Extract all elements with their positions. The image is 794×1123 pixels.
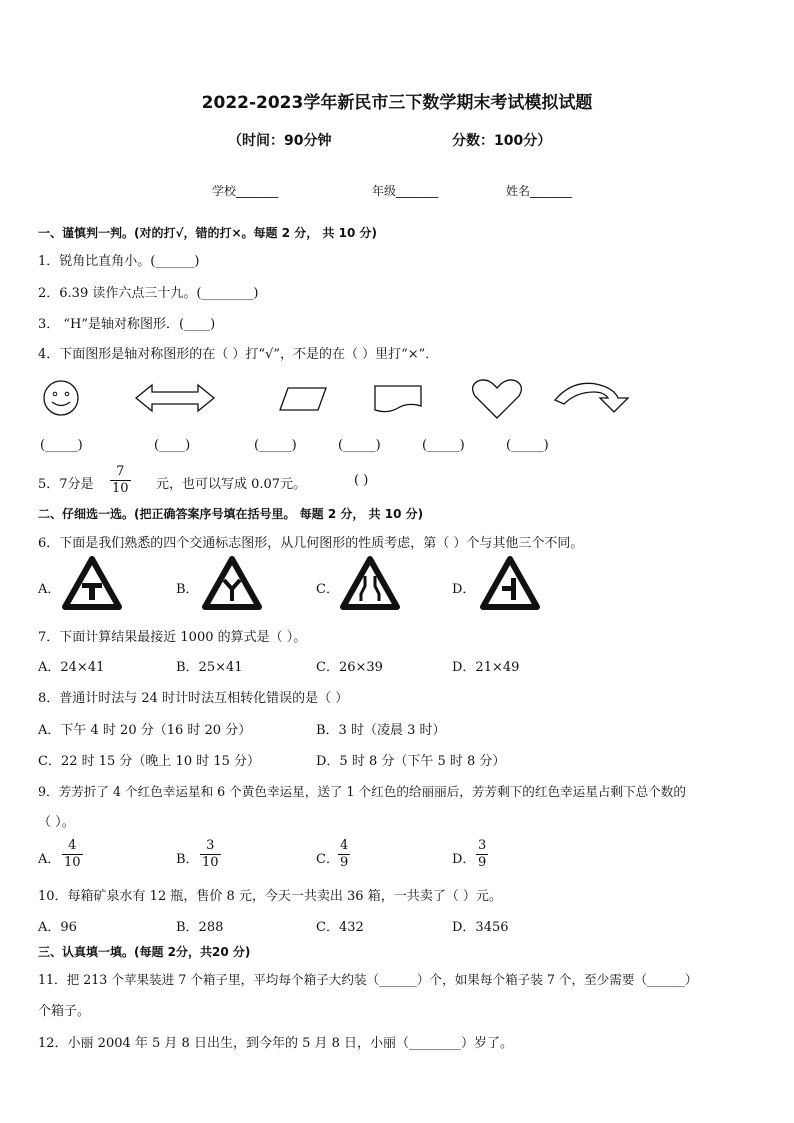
question-1: 1．锐角比直角小。(______) [38,254,200,269]
q4-blank-3[interactable]: (_____) [254,438,297,453]
question-3: 3． “H”是轴对称图形．(____) [38,317,216,332]
q9-option-d-fraction [476,838,488,871]
q6-option-a[interactable]: A． [38,582,61,597]
question-11-line-1: 11．把 213 个苹果装进 7 个箱子里，平均每个箱子大约装（______）个，如果每个箱子装 7 个，至少需要（______） [38,972,698,987]
heart-icon [470,378,524,420]
q9-option-c[interactable]: C． [316,852,339,867]
fraction-denominator: 10 [112,481,129,496]
q4-blank-5[interactable]: (_____) [422,438,465,453]
traffic-sign-y-junction-icon [202,556,262,610]
grade-field: 年级_______ [372,184,439,198]
question-12: 12．小丽 2004 年 5 月 8 日出生，到今年的 5 月 8 日，小丽（________）岁了。 [38,1036,514,1051]
question-5-suffix: 元，也可以写成 0.07元。 [156,477,307,492]
fraction-denominator: 10 [202,855,219,870]
question-4: 4．下面图形是轴对称图形的在（ ）打“√”，不是的在（ ）里打“×”． [38,347,439,362]
q9-option-a-fraction [62,838,83,871]
exam-score: 分数：100分） [452,133,552,149]
q7-option-c[interactable]: C．26×39 [316,660,383,675]
page-title: 2022-2023学年新民市三下数学期末考试模拟试题 [201,93,593,113]
section-3-heading: 三、认真填一填。(每题 2分，共20 分) [38,945,251,959]
fraction-numerator: 4 [62,838,83,855]
question-10: 10．每箱矿泉水有 12 瓶，售价 8 元，今天一共卖出 36 箱，一共卖了（ ）元。 [38,889,502,904]
fraction-denominator: 9 [478,855,487,870]
q6-option-c[interactable]: C． [316,582,339,597]
q4-blank-1[interactable]: (_____) [40,438,83,453]
q6-option-d[interactable]: D． [452,582,476,597]
q8-option-d[interactable]: D．5 时 8 分（下午 5 时 8 分） [316,754,506,769]
q9-option-d[interactable]: D． [452,852,476,867]
question-9-line-2: （ ）。 [38,815,75,830]
q4-blank-2[interactable]: (____) [154,438,191,453]
q8-option-c[interactable]: C．22 时 15 分（晚上 10 时 15 分） [38,754,261,769]
fraction-denominator: 10 [64,855,81,870]
question-6: 6．下面是我们熟悉的四个交通标志图形，从几何图形的性质考虑，第（ ）个与其他三个不同。 [38,536,584,551]
question-5-prefix: 5．7分是 [38,477,94,492]
q8-option-b[interactable]: B．3 时（凌晨 3 时） [316,723,446,738]
q4-blank-6[interactable]: (_____) [506,438,549,453]
section-2-heading: 二、仔细选一选。(把正确答案序号填在括号里。 每题 2 分， 共 10 分) [38,507,424,521]
q8-option-a[interactable]: A．下午 4 时 20 分（16 时 20 分） [38,723,252,738]
q4-blank-4[interactable]: (_____) [338,438,381,453]
exam-time: （时间：90分钟 [228,133,332,149]
name-field: 姓名_______ [506,184,573,198]
curved-arrow-icon [552,378,632,416]
question-8: 8．普通计时法与 24 时计时法互相转化错误的是（ ） [38,691,349,706]
smiley-icon [40,378,82,418]
question-7: 7．下面计算结果最接近 1000 的算式是（ ）。 [38,630,307,645]
q5-answer-paren[interactable]: ( ) [354,473,369,488]
question-2: 2．6.39 读作六点三十九。(________) [38,286,259,301]
q9-option-b-fraction [200,838,221,871]
q7-option-b[interactable]: B．25×41 [176,660,243,675]
double-arrow-icon [134,382,216,414]
q5-fraction [110,464,131,497]
q9-option-c-fraction [338,838,350,871]
fraction-numerator: 3 [200,838,221,855]
q9-option-a[interactable]: A． [38,852,61,867]
traffic-sign-side-road-icon [480,556,540,610]
q10-option-b[interactable]: B．288 [176,920,224,935]
q10-option-a[interactable]: A．96 [38,920,77,935]
q9-option-b[interactable]: B． [176,852,199,867]
q7-option-a[interactable]: A．24×41 [38,660,105,675]
fraction-numerator: 4 [340,838,349,853]
fraction-numerator: 7 [110,464,131,481]
fraction-denominator: 9 [340,855,349,870]
section-1-heading: 一、谨慎判一判。(对的打√，错的打×。每题 2 分， 共 10 分) [38,226,377,240]
question-11-line-2: 个箱子。 [38,1004,91,1019]
parallelogram-icon [278,386,328,412]
school-field: 学校_______ [212,184,279,198]
q6-option-b[interactable]: B． [176,582,199,597]
q7-option-d[interactable]: D．21×49 [452,660,520,675]
fraction-numerator: 3 [478,838,487,853]
flag-icon [372,384,424,414]
q10-option-d[interactable]: D．3456 [452,920,509,935]
traffic-sign-t-junction-icon [62,556,122,610]
traffic-sign-road-narrows-icon [340,556,400,610]
q10-option-c[interactable]: C．432 [316,920,364,935]
question-9-line-1: 9．芳芳折了 4 个红色幸运星和 6 个黄色幸运星，送了 1 个红色的给丽丽后，芳芳剩下的红色幸运星占剩下总个数的 [38,784,686,799]
